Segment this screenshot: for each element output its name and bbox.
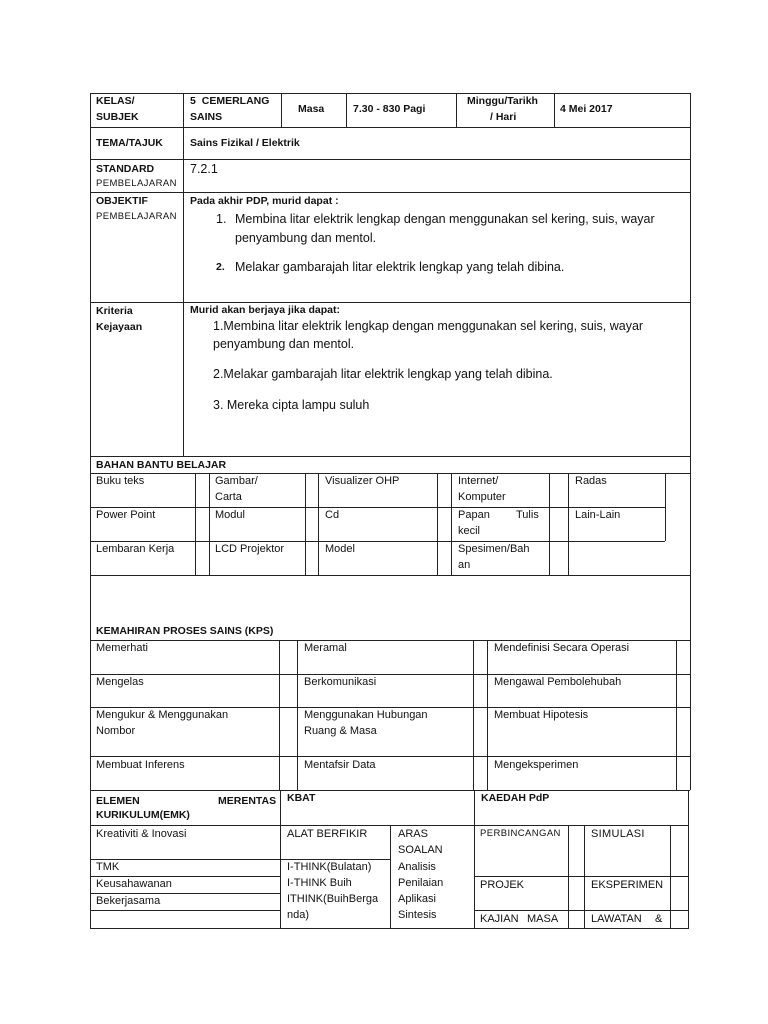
bahan-spesimen: Spesimen/Bah	[458, 543, 530, 555]
minggu-label: Minggu/Tarikh	[467, 95, 538, 107]
row-divider	[90, 928, 689, 929]
bahan-visualizer: Visualizer OHP	[325, 475, 400, 487]
row-divider	[90, 159, 691, 160]
bahan-power-point: Power Point	[96, 509, 156, 521]
column-divider	[568, 473, 569, 575]
kriteria-item1-cont: penyambung dan mentol.	[213, 337, 355, 351]
column-divider	[183, 93, 184, 457]
kaedah-masa: MASA	[527, 913, 559, 925]
row-divider	[90, 127, 691, 128]
row-divider	[90, 790, 690, 791]
emk-bekerjasama: Bekerjasama	[96, 895, 161, 907]
objektif-intro: Pada akhir PDP, murid dapat :	[190, 195, 339, 207]
kaedah-projek: PROJEK	[480, 879, 525, 891]
kelas-value-sains: SAINS	[190, 111, 223, 123]
column-divider	[690, 457, 691, 575]
objektif-item2-number: 2.	[216, 261, 225, 273]
kps-hipotesis: Membuat Hipotesis	[494, 709, 589, 721]
kps-mengukur: Mengukur & Menggunakan	[96, 709, 229, 721]
bahan-lain-lain: Lain-Lain	[575, 509, 621, 521]
column-divider	[474, 790, 475, 928]
column-divider	[690, 575, 691, 640]
emk-title-merentas: MERENTAS	[218, 795, 277, 807]
kps-mengeksperimen: Mengeksperimen	[494, 759, 579, 771]
column-divider	[688, 790, 689, 928]
column-divider	[90, 575, 91, 790]
column-divider	[549, 473, 550, 575]
subjek-label: SUBJEK	[96, 111, 139, 123]
emk-kreativiti: Kreativiti & Inovasi	[96, 828, 187, 840]
bahan-radas: Radas	[575, 475, 607, 487]
objektif-sublabel: PEMBELAJARAN	[96, 211, 177, 222]
kbat-ithink-buihberganda: ITHINK(BuihBerga	[287, 893, 379, 905]
column-divider	[568, 825, 569, 928]
column-divider	[437, 473, 438, 575]
kbat-ithink-bulatan: I-THINK(Bulatan)	[287, 861, 372, 873]
kps-berkomunikasi: Berkomunikasi	[304, 676, 377, 688]
emk-title-kurikulum: KURIKULUM(EMK)	[96, 809, 190, 821]
kbat-aras: ARAS	[398, 828, 428, 840]
row-divider	[90, 575, 691, 576]
kriteria-label: Kriteria	[96, 305, 133, 317]
kbat-aplikasi: Aplikasi	[398, 893, 436, 905]
column-divider	[297, 640, 298, 790]
column-divider	[690, 640, 691, 790]
hari-label: / Hari	[490, 111, 517, 123]
kps-inferens: Membuat Inferens	[96, 759, 185, 771]
column-divider	[281, 93, 282, 127]
standard-label: STANDARD	[96, 163, 155, 175]
bahan-model: Model	[325, 543, 355, 555]
objektif-label: OBJEKTIF	[96, 195, 148, 207]
column-divider	[665, 473, 666, 541]
column-divider	[456, 93, 457, 127]
column-divider	[305, 473, 306, 575]
emk-tmk: TMK	[96, 861, 120, 873]
kriteria-intro: Murid akan berjaya jika dapat:	[190, 304, 340, 316]
kps-meramal: Meramal	[304, 642, 347, 654]
kps-title: KEMAHIRAN PROSES SAINS (KPS)	[96, 625, 274, 637]
bahan-gambar: Gambar/	[215, 475, 258, 487]
column-divider	[487, 640, 488, 790]
kaedah-kajian: KAJIAN	[480, 913, 519, 925]
kaedah-eksperimen: EKSPERIMEN	[591, 879, 664, 891]
column-divider	[90, 457, 91, 575]
bahan-internet: Internet/	[458, 475, 499, 487]
objektif-item1: Membina litar elektrik lengkap dengan menggunakan sel kering, suis, wayar	[235, 212, 655, 226]
masa-value: 7.30 - 830 Pagi	[353, 103, 426, 115]
kbat-ithink-buih: I-THINK Buih	[287, 877, 352, 889]
bahan-tulis: Tulis	[516, 509, 539, 521]
kps-mengelas: Mengelas	[96, 676, 144, 688]
kbat-analisis: Analisis	[398, 861, 436, 873]
emk-keusahawanan: Keusahawanan	[96, 878, 172, 890]
column-divider	[390, 825, 391, 928]
bahan-buku-teks: Buku teks	[96, 475, 145, 487]
kbat-title: KBAT	[287, 792, 316, 804]
kelas-value: 5 CEMERLANG	[190, 95, 270, 107]
kriteria-item3: 3. Mereka cipta lampu suluh	[213, 398, 370, 412]
row-divider	[90, 541, 665, 542]
kps-memerhati: Memerhati	[96, 642, 148, 654]
standard-value: 7.2.1	[190, 162, 218, 176]
column-divider	[584, 825, 585, 928]
column-divider	[346, 93, 347, 127]
kps-nombor: Nombor	[96, 725, 136, 737]
column-divider	[554, 93, 555, 127]
column-divider	[670, 825, 671, 928]
row-divider	[90, 302, 691, 303]
tema-label: TEMA/TAJUK	[96, 137, 163, 149]
kaedah-perbincangan: PERBINCANGAN	[480, 828, 561, 839]
kaedah-simulasi: SIMULASI	[591, 828, 645, 840]
kaedah-title: KAEDAH PdP	[481, 792, 550, 804]
objektif-item1-cont: penyambung dan mentol.	[235, 231, 377, 245]
bahan-lcd-projektor: LCD Projektor	[215, 543, 285, 555]
kaedah-ampersand: &	[655, 913, 663, 925]
kps-mengawal: Mengawal Pembolehubah	[494, 676, 622, 688]
kbat-ithink-nda: nda)	[287, 909, 310, 921]
column-divider	[209, 473, 210, 575]
kriteria-item1: 1.Membina litar elektrik lengkap dengan menggunakan sel kering, suis, wayar	[213, 319, 644, 333]
tema-value: Sains Fizikal / Elektrik	[190, 137, 300, 149]
emk-title: ELEMEN	[96, 795, 140, 807]
bahan-kecil: kecil	[458, 525, 481, 537]
bahan-spesimen-cont: an	[458, 559, 471, 571]
kbat-penilaian: Penilaian	[398, 877, 444, 889]
objektif-item1-number: 1.	[216, 212, 227, 226]
kps-mentafsir: Mentafsir Data	[304, 759, 376, 771]
kejayaan-label: Kejayaan	[96, 321, 143, 333]
kelas-label: KELAS/	[96, 95, 135, 107]
kps-ruang-masa: Ruang & Masa	[304, 725, 377, 737]
kbat-sintesis: Sintesis	[398, 909, 437, 921]
kps-menggunakan-hubungan: Menggunakan Hubungan	[304, 709, 428, 721]
row-divider	[90, 192, 691, 193]
kbat-alat-berfikir: ALAT BERFIKIR	[287, 828, 368, 840]
bahan-modul: Modul	[215, 509, 245, 521]
bahan-lembaran-kerja: Lembaran Kerja	[96, 543, 175, 555]
bahan-carta: Carta	[215, 491, 242, 503]
masa-label: Masa	[298, 103, 325, 115]
bahan-cd: Cd	[325, 509, 340, 521]
kaedah-lawatan: LAWATAN	[591, 913, 642, 925]
standard-sublabel: PEMBELAJARAN	[96, 178, 177, 189]
objektif-item2: Melakar gambarajah litar elektrik lengkap yang telah dibina.	[235, 260, 565, 274]
tarikh-value: 4 Mei 2017	[560, 103, 613, 115]
column-divider	[195, 473, 196, 575]
bahan-title: BAHAN BANTU BELAJAR	[96, 459, 227, 471]
column-divider	[676, 640, 677, 790]
column-divider	[318, 473, 319, 575]
row-divider	[90, 910, 280, 911]
column-divider	[279, 640, 280, 790]
column-divider	[451, 473, 452, 575]
kriteria-item2: 2.Melakar gambarajah litar elektrik lengkap yang telah dibina.	[213, 367, 553, 381]
bahan-papan: Papan	[458, 509, 490, 521]
column-divider	[473, 640, 474, 790]
bahan-komputer: Komputer	[458, 491, 506, 503]
kps-mendefinisi: Mendefinisi Secara Operasi	[494, 642, 630, 654]
kbat-soalan: SOALAN	[398, 844, 443, 856]
